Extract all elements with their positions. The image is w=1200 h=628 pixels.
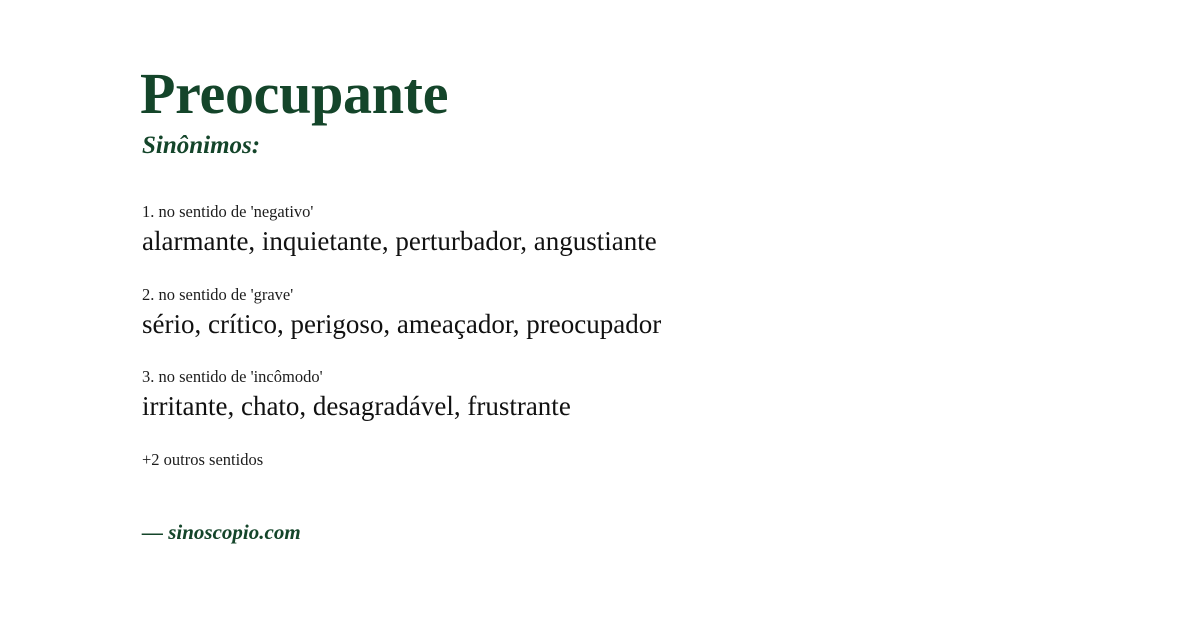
sense-entry	[140, 285, 1060, 342]
synonyms-subtitle: Sinônimos:	[142, 131, 261, 159]
sense-entry	[140, 367, 1060, 424]
sense-label: 2. no sentido de 'grave'	[142, 284, 294, 304]
page-title: Preocupante	[140, 61, 449, 126]
more-senses-note: +2 outros sentidos	[142, 450, 264, 470]
sense-entry	[140, 202, 1060, 259]
sense-list	[140, 202, 1060, 424]
sense-label: 1. no sentido de 'negativo'	[142, 201, 314, 221]
sense-label: 3. no sentido de 'incômodo'	[142, 367, 323, 387]
sense-synonyms: alarmante, inquietante, perturbador, angustiante	[142, 225, 657, 256]
sense-synonyms: sério, crítico, perigoso, ameaçador, preocupador	[142, 308, 662, 339]
source-attribution: — sinoscopio.com	[142, 520, 301, 545]
sense-synonyms: irritante, chato, desagradável, frustrante	[142, 391, 571, 422]
